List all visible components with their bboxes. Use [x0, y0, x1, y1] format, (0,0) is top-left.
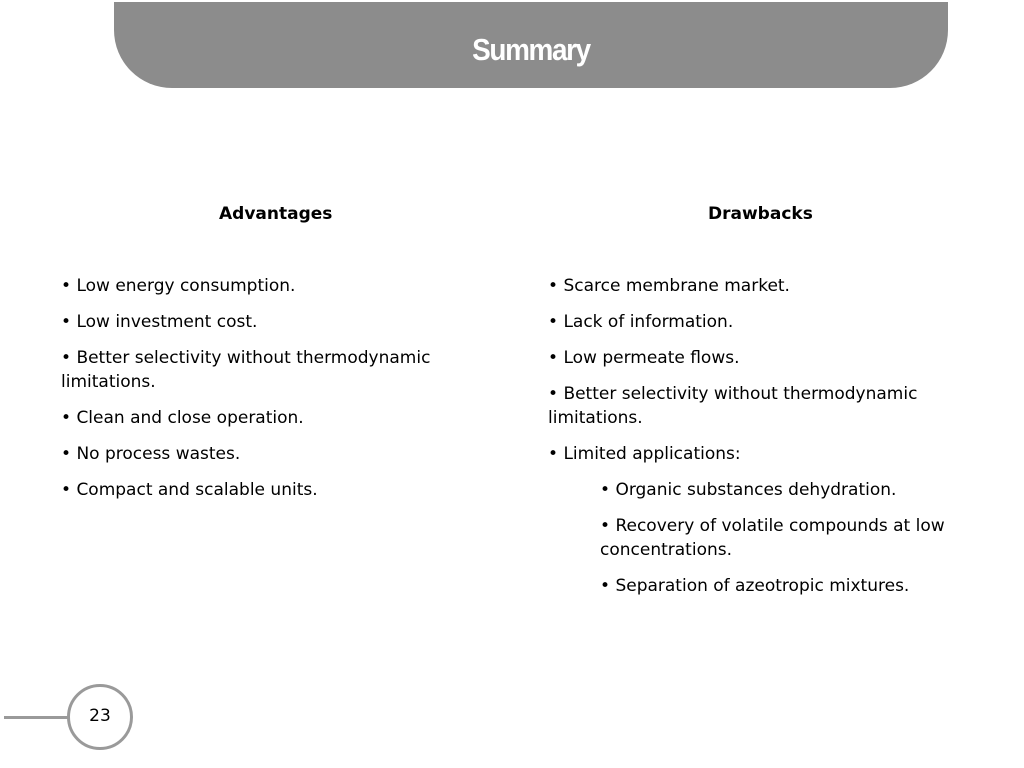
drawbacks-item: [548, 346, 988, 370]
advantages-item: [61, 274, 491, 298]
advantages-column: [61, 202, 491, 514]
applications-subitem-text: Organic substances dehydration.: [615, 480, 897, 500]
advantages-item-text: Compact and scalable units.: [76, 480, 318, 500]
advantages-item-text: Low energy consumption.: [76, 276, 296, 296]
applications-subitem: [548, 574, 988, 598]
advantages-item: [61, 478, 491, 502]
drawbacks-item-text: Scarce membrane market.: [563, 276, 790, 296]
applications-subitem-text: Recovery of volatile compounds at low concentrations.: [600, 516, 945, 560]
drawbacks-item: [548, 274, 988, 298]
applications-sublist: [548, 478, 988, 598]
advantages-list: [61, 274, 491, 502]
page-indicator-line: [4, 716, 70, 719]
slide-title: Summary: [472, 32, 590, 67]
advantages-item: [61, 442, 491, 466]
applications-subitem-text: Separation of azeotropic mixtures.: [615, 576, 910, 596]
applications-subitem: [548, 514, 988, 562]
drawbacks-item-text: Lack of information.: [563, 312, 734, 332]
advantages-heading: Advantages: [219, 204, 333, 224]
drawbacks-column: [548, 202, 988, 610]
advantages-item-text: Low investment cost.: [76, 312, 258, 332]
advantages-item-text: Clean and close operation.: [76, 408, 304, 428]
advantages-item: [61, 406, 491, 430]
drawbacks-item-text: Limited applications:: [563, 444, 741, 464]
page-number: 23: [89, 706, 111, 726]
drawbacks-heading: Drawbacks: [708, 204, 813, 224]
advantages-item-text: No process wastes.: [76, 444, 241, 464]
applications-subitem: [548, 478, 988, 502]
drawbacks-item-text: Better selectivity without thermodynamic limitations.: [548, 384, 918, 428]
advantages-item: [61, 346, 491, 394]
drawbacks-item: [548, 310, 988, 334]
drawbacks-list: [548, 274, 988, 466]
drawbacks-item: [548, 442, 988, 466]
drawbacks-item: [548, 382, 988, 430]
drawbacks-item-text: Low permeate flows.: [563, 348, 740, 368]
advantages-item-text: Better selectivity without thermodynamic limitations.: [61, 348, 431, 392]
advantages-item: [61, 310, 491, 334]
